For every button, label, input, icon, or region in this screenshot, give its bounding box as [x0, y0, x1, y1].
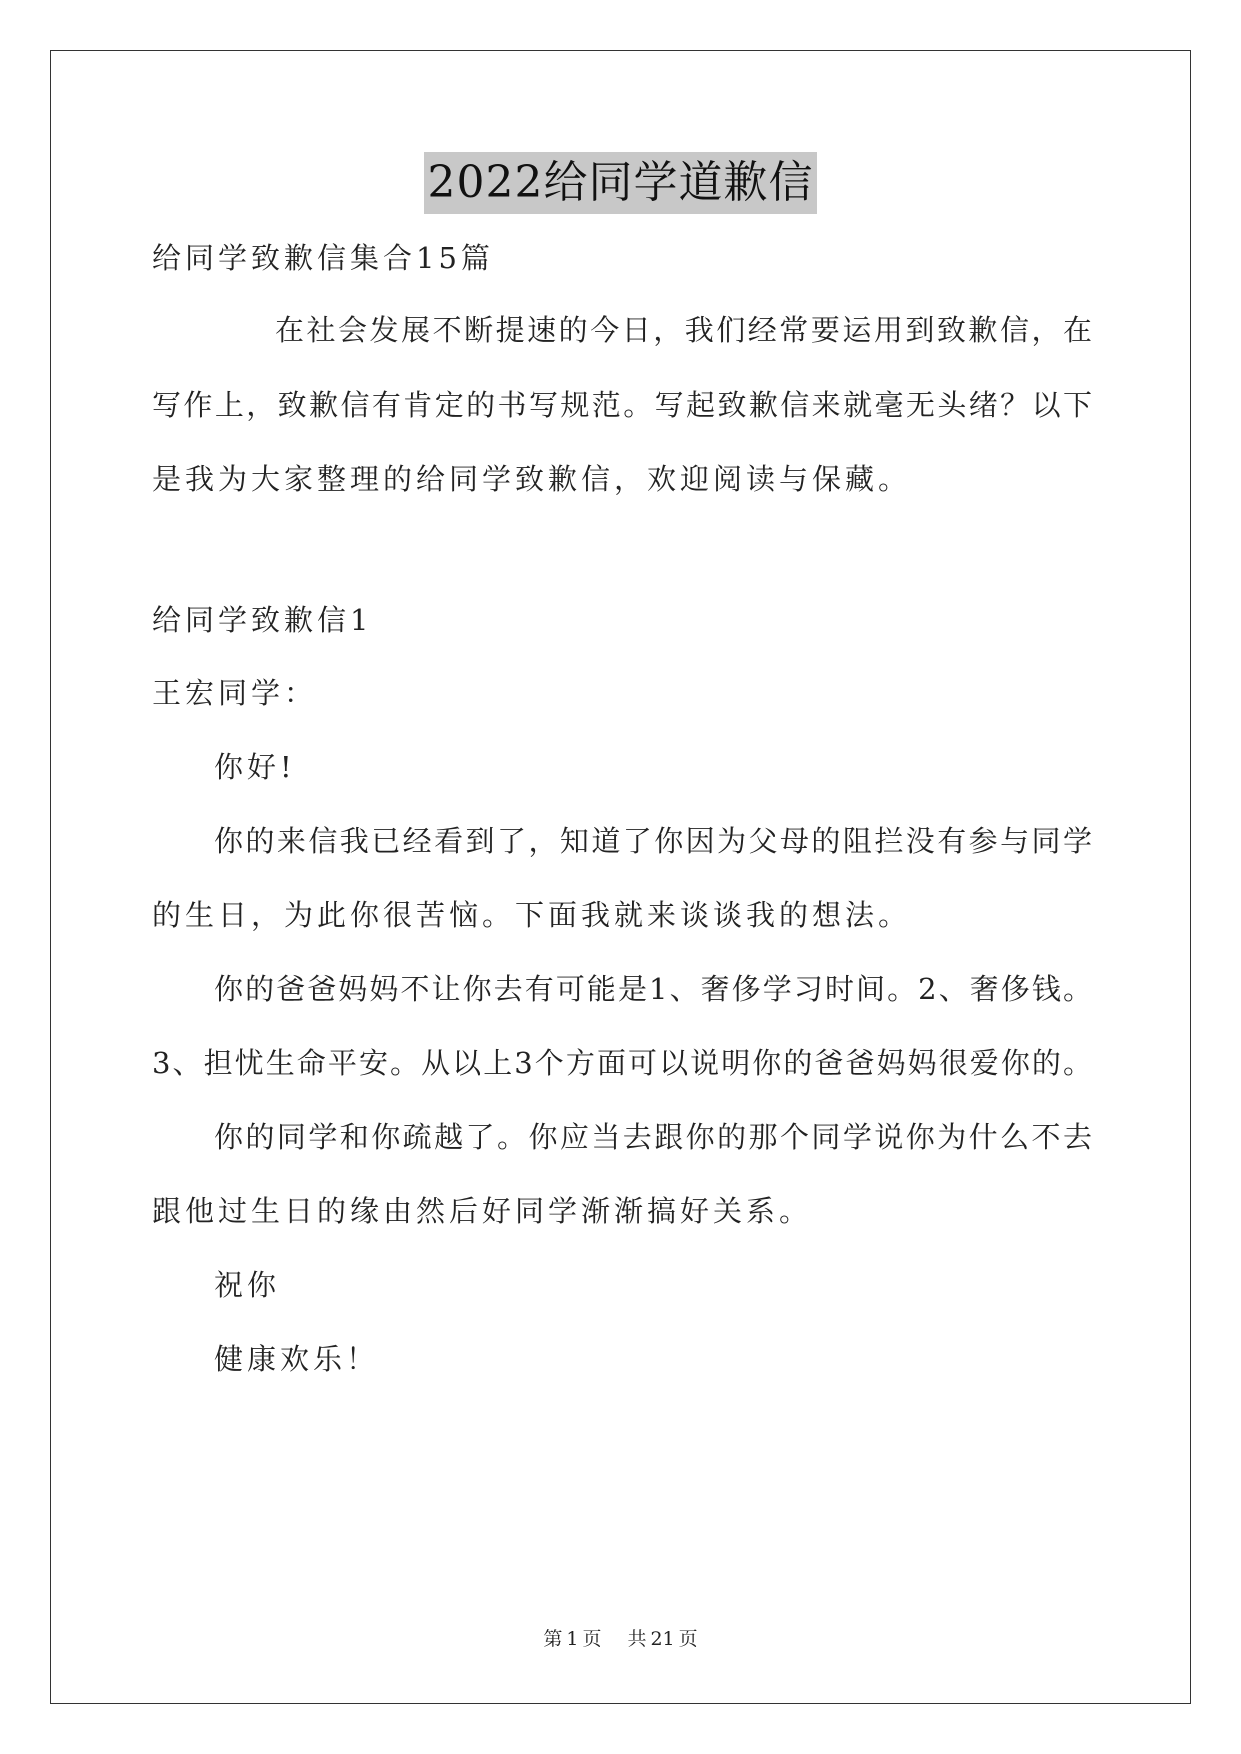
document-subtitle: 给同学致歉信集合15篇 [152, 241, 494, 275]
footer-total-pre: 共 [627, 1628, 647, 1650]
section-heading: 给同学致歉信1 [152, 603, 373, 637]
footer-page-pre: 第 [543, 1628, 563, 1650]
greeting: 你好! [214, 750, 296, 784]
footer-page-post: 页 [582, 1628, 602, 1650]
intro-line-3: 是我为大家整理的给同学致歉信，欢迎阅读与保藏。 [152, 462, 912, 496]
footer-page-number: 1 [566, 1628, 579, 1650]
intro-line-1: 在社会发展不断提速的今日，我们经常要运用到致歉信，在 [275, 313, 1092, 347]
title-container [0, 152, 1241, 214]
intro-line-2: 写作上，致歉信有肯定的书写规范。写起致歉信来就毫无头绪？以下 [152, 388, 1092, 422]
paragraph-line-5: 你的同学和你疏越了。你应当去跟你的那个同学说你为什么不去 [214, 1120, 1092, 1154]
paragraph-line-2: 的生日，为此你很苦恼。下面我就来谈谈我的想法。 [152, 898, 912, 932]
document-title: 2022给同学道歉信 [424, 152, 818, 214]
page-border [50, 50, 1191, 1704]
closing-line-1: 祝你 [214, 1268, 281, 1302]
paragraph-line-1: 你的来信我已经看到了，知道了你因为父母的阻拦没有参与同学 [214, 824, 1092, 858]
footer-total-post: 页 [678, 1628, 698, 1650]
paragraph-line-4: 3、担忧生命平安。从以上3个方面可以说明你的爸爸妈妈很爱你的。 [152, 1046, 1092, 1080]
salutation: 王宏同学： [152, 676, 318, 710]
paragraph-line-6: 跟他过生日的缘由然后好同学渐渐搞好关系。 [152, 1194, 813, 1228]
closing-line-2: 健康欢乐！ [214, 1342, 380, 1376]
paragraph-line-3: 你的爸爸妈妈不让你去有可能是1、奢侈学习时间。2、奢侈钱。 [214, 972, 1092, 1006]
footer-total-pages: 21 [650, 1628, 675, 1650]
page-footer [0, 1624, 1241, 1651]
